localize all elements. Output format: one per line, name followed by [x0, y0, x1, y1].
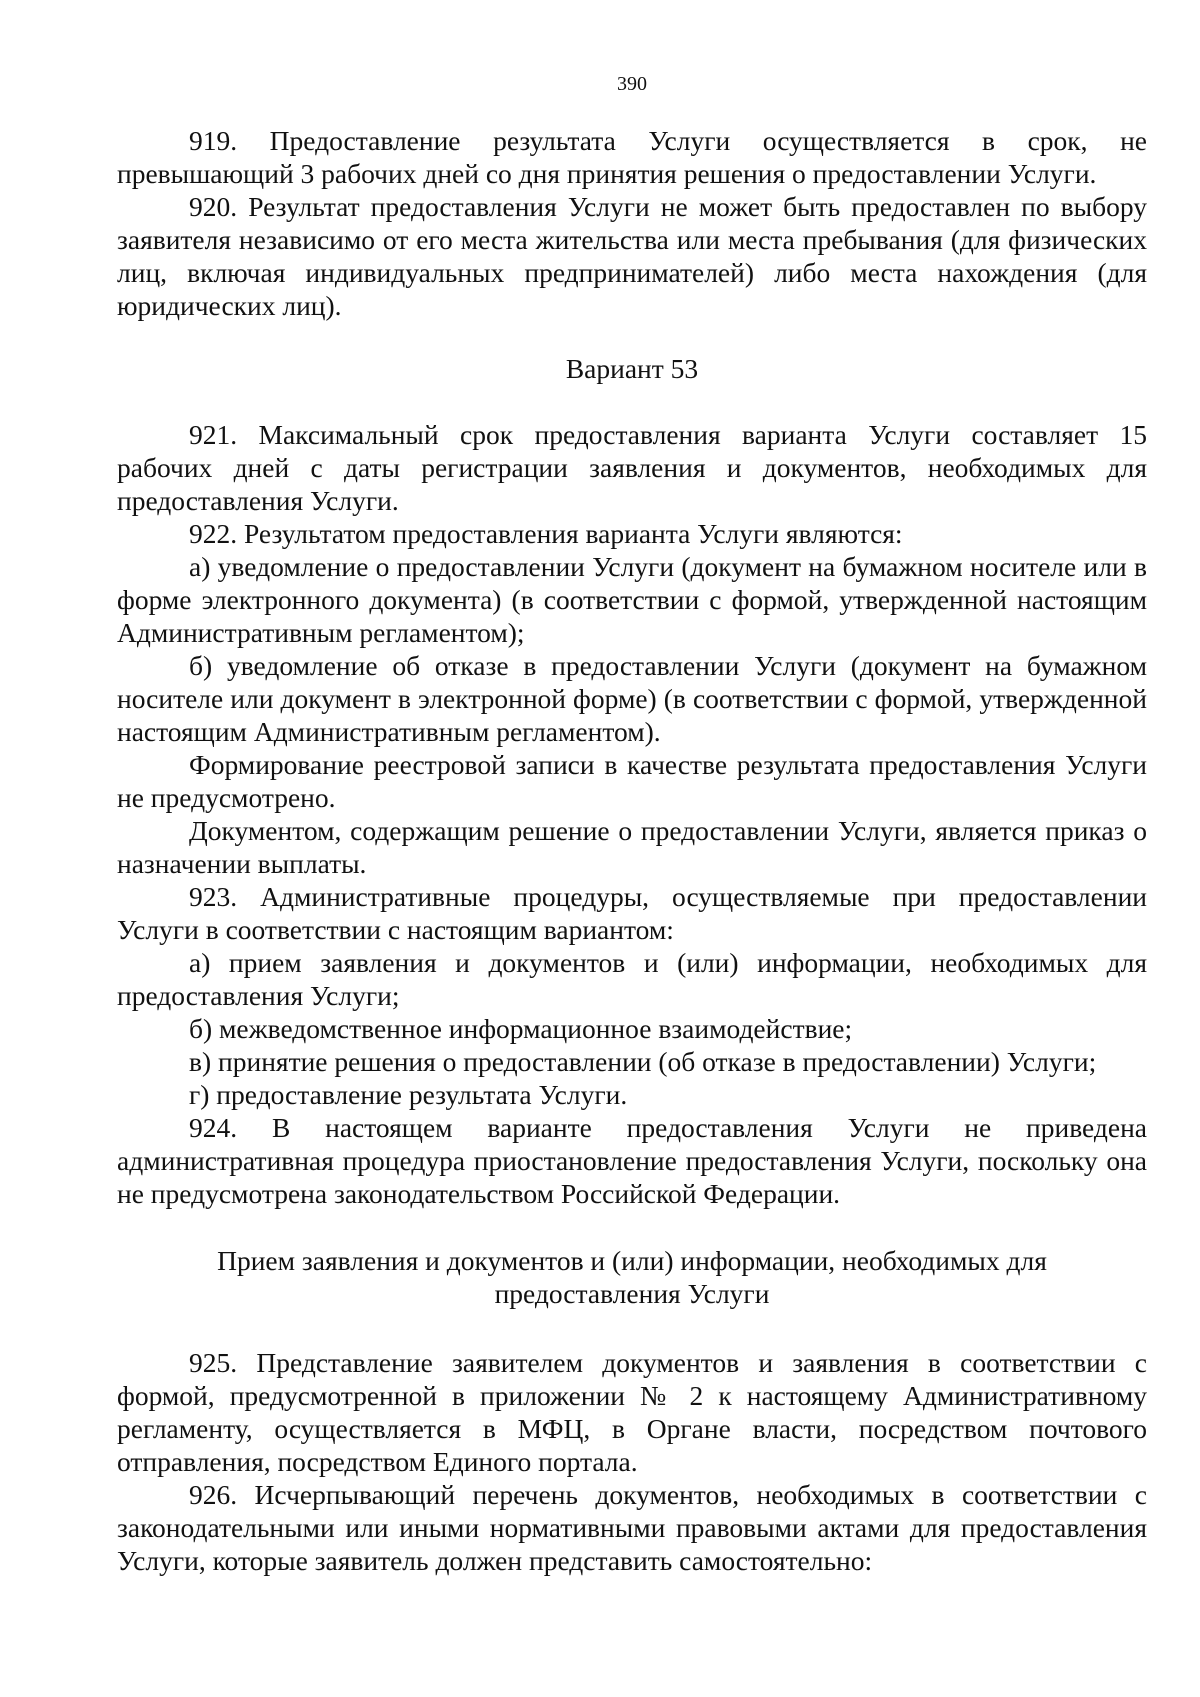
paragraph-923-b: б) межведомственное информационное взаимодействие;	[189, 1013, 853, 1044]
paragraph-926: 926. Исчерпывающий перечень документов, необходимых в соответствии с законодательными или иными нормативными правовыми актами для предоставления Услуги, которые заявитель должен представить самостоятельно:	[117, 1479, 1147, 1576]
section-heading-line-1: Прием заявления и документов и (или) информации, необходимых для	[217, 1245, 1047, 1276]
paragraph-924: 924. В настоящем варианте предоставления Услуги не приведена административная процедура приостановление предоставления Услуги, поскольку она не предусмотрена законодательством Российской Федерации.	[117, 1112, 1147, 1209]
paragraph-921: 921. Максимальный срок предоставления варианта Услуги составляет 15 рабочих дней с даты регистрации заявления и документов, необходимых для предоставления Услуги.	[117, 419, 1147, 516]
variant-heading-block	[117, 352, 1147, 385]
paragraph-922-b: б) уведомление об отказе в предоставлении Услуги (документ на бумажном носителе или документ в электронной форме) (в соответствии с формой, утвержденной настоящим Административным регламентом).	[117, 650, 1147, 747]
variant-heading: Вариант 53	[565, 353, 699, 384]
text-block-items-921-924	[117, 418, 1147, 1210]
paragraph-923-a: а) прием заявления и документов и (или) информации, необходимых для предоставления Услуги;	[117, 947, 1147, 1011]
text-block-items-919-920	[117, 124, 1147, 322]
paragraph-922: 922. Результатом предоставления варианта Услуги являются:	[189, 518, 903, 549]
paragraph-919: 919. Предоставление результата Услуги осуществляется в срок, не превышающий 3 рабочих дней со дня принятия решения о предоставлении Услуги.	[117, 125, 1147, 189]
text-block-items-925-926	[117, 1346, 1147, 1577]
paragraph-923-g: г) предоставление результата Услуги.	[189, 1079, 628, 1110]
paragraph-registry-record: Формирование реестровой записи в качестве результата предоставления Услуги не предусмотрено.	[117, 749, 1147, 813]
section-heading-block	[117, 1244, 1147, 1310]
paragraph-decision-document: Документом, содержащим решение о предоставлении Услуги, является приказ о назначении выплаты.	[117, 815, 1147, 879]
section-heading-line-2: предоставления Услуги	[494, 1278, 770, 1309]
paragraph-920: 920. Результат предоставления Услуги не может быть предоставлен по выбору заявителя независимо от его места жительства или места пребывания (для физических лиц, включая индивидуальных предпринимателей) либо места нахождения (для юридических лиц).	[117, 191, 1147, 321]
paragraph-923: 923. Административные процедуры, осуществляемые при предоставлении Услуги в соответствии с настоящим вариантом:	[117, 881, 1147, 945]
paragraph-925: 925. Представление заявителем документов и заявления в соответствии с формой, предусмотренной в приложении № 2 к настоящему Административному регламенту, осуществляется в МФЦ, в Органе власти, посредством почтового отправления, посредством Единого портала.	[117, 1347, 1147, 1477]
page-number: 390	[617, 73, 647, 95]
paragraph-922-a: а) уведомление о предоставлении Услуги (документ на бумажном носителе или в форме электронного документа) (в соответствии с формой, утвержденной настоящим Административным регламентом);	[117, 551, 1147, 648]
paragraph-923-v: в) принятие решения о предоставлении (об отказе в предоставлении) Услуги;	[189, 1046, 1097, 1077]
